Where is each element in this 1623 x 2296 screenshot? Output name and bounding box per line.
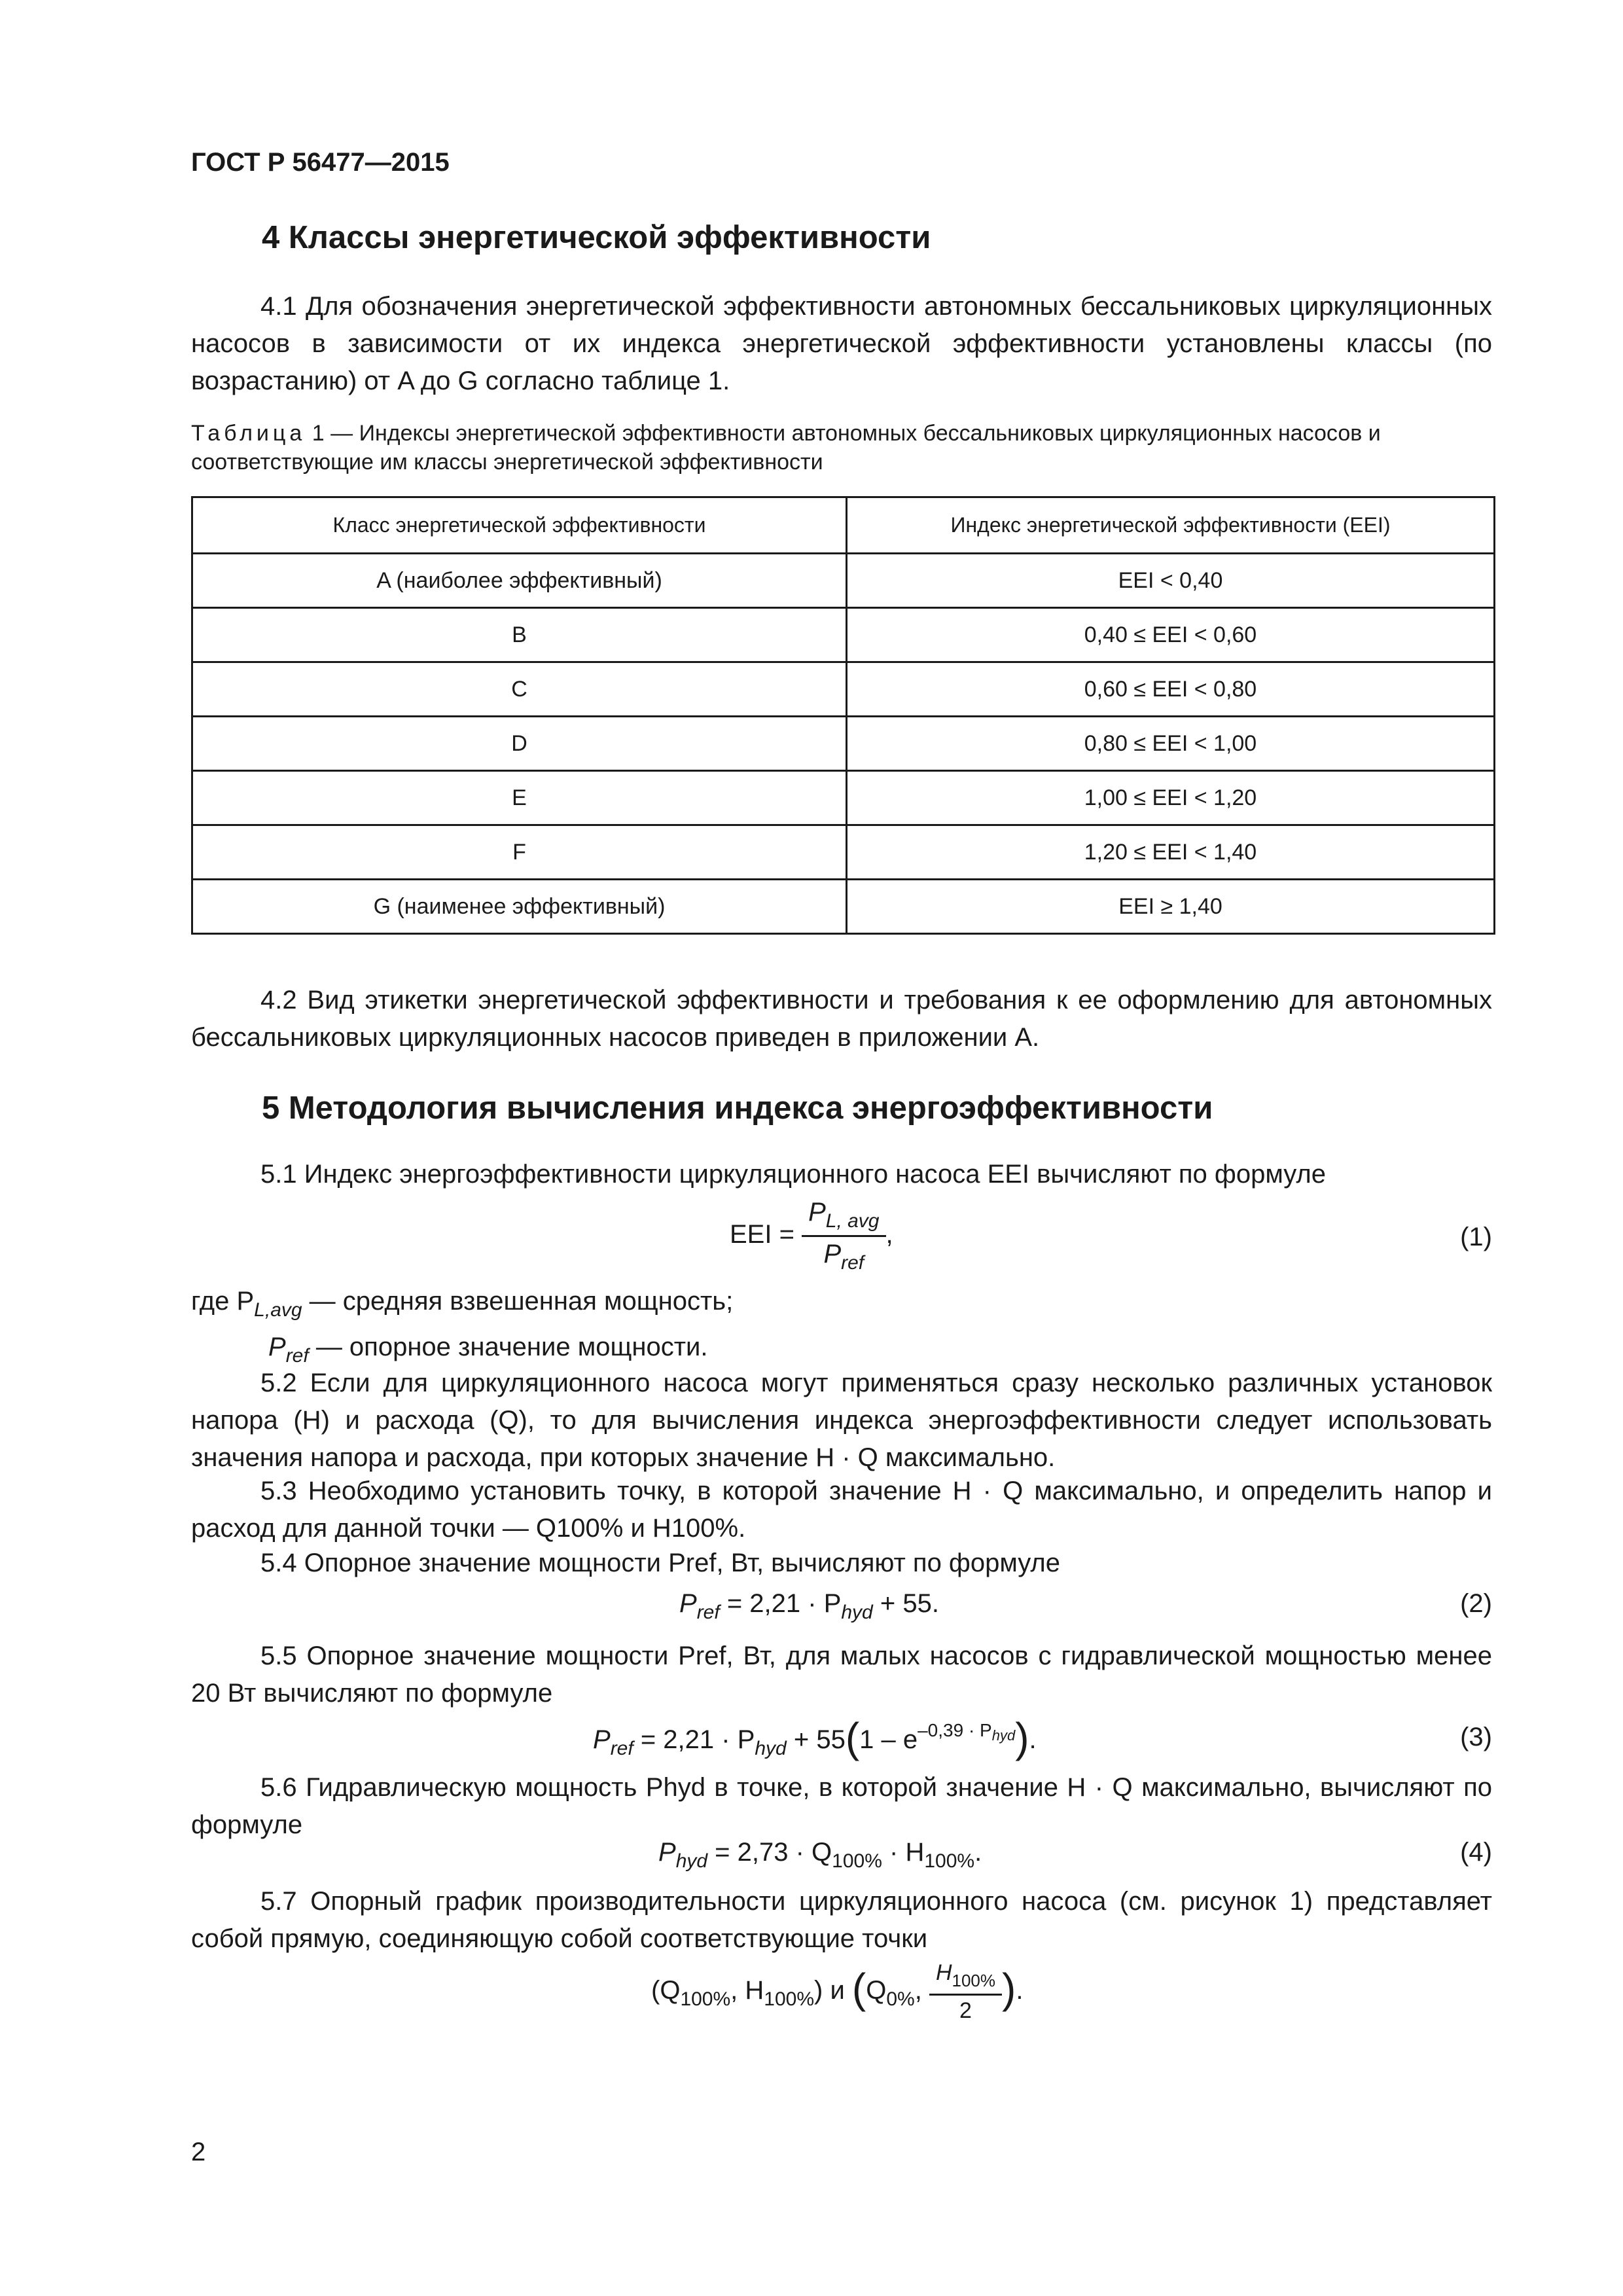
paragraph-5-5: 5.5 Опорное значение мощности Pref, Вт, для малых насосов с гидравлической мощностью менее 20 Вт вычисляют по формуле xyxy=(191,1641,1492,1708)
formula-4: $P_{hyd} = 2,73 \cdot Q_{100\%} \cdot H_{100\%}$. xyxy=(658,1838,982,1872)
page-number: 2 xyxy=(191,2138,206,2166)
table-caption-label: Таблица xyxy=(191,421,306,446)
table-cell-class: B xyxy=(192,608,847,662)
table-cell-index: EEI < 0,40 xyxy=(847,554,1495,608)
points-fraction-denominator: 2 xyxy=(959,1998,972,2023)
table-header-index: Индекс энергетической эффективности (EEI) xyxy=(847,497,1495,554)
formula-1-fraction xyxy=(802,1198,885,1274)
table-row xyxy=(192,880,1495,934)
formula-2-body: = 2,21 · P xyxy=(719,1589,842,1618)
formula-1: EEI = $\frac{P_{L, avg}}{P_{ref}}$ , xyxy=(730,1198,893,1274)
formula-3-exponent: –0,39 · P xyxy=(918,1720,992,1740)
table-header-row xyxy=(192,497,1495,554)
where-line-1 xyxy=(191,1283,733,1329)
formula-4-body: = 2,73 · Q xyxy=(707,1838,832,1867)
table-cell-index: 0,60 ≤ EEI < 0,80 xyxy=(847,662,1495,717)
table-cell-index: 0,80 ≤ EEI < 1,00 xyxy=(847,717,1495,771)
formula-4-sub-1: 100% xyxy=(832,1850,882,1872)
points-h100: , H xyxy=(730,1976,764,2005)
formula-2: $P_{ref} = 2,21 \cdot P_{hyd} + 55$. xyxy=(679,1589,939,1623)
equation-number-1: (1) xyxy=(1460,1223,1492,1251)
formula-1-numerator: P xyxy=(808,1198,826,1227)
points-fraction-numerator: H xyxy=(935,1960,952,1985)
table-row xyxy=(192,662,1495,717)
points-q0: Q xyxy=(866,1976,887,2005)
section-5-title: 5 Методология вычисления индекса энергоэффективности xyxy=(262,1090,1213,1126)
formula-1-lhs: EEI = xyxy=(730,1220,794,1249)
table-cell-class: A (наиболее эффективный) xyxy=(192,554,847,608)
table-cell-class: E xyxy=(192,771,847,825)
paragraph-5-1: 5.1 Индекс энергоэффективности циркуляционного насоса EEI вычисляют по формуле xyxy=(260,1160,1326,1189)
table-caption xyxy=(191,419,1493,476)
paragraph-5-3: 5.3 Необходимо установить точку, в которой значение H · Q максимально, и определить напор и расход для данной точки — Q100% и H100%. xyxy=(191,1477,1492,1543)
table-cell-index: EEI ≥ 1,40 xyxy=(847,880,1495,934)
points-expression: ($Q_{100\%}$, $H_{100\%}$) и ($Q_{0\%}$, $\frac{H_{100\%}}{2}$ ). xyxy=(651,1960,1024,2023)
formula-3-mid: + 55 xyxy=(786,1725,846,1754)
formula-1-denominator-sub: ref xyxy=(841,1252,865,1274)
formula-2-tail: + 55. xyxy=(872,1589,939,1618)
where-line-1-sub: L,avg xyxy=(254,1299,302,1321)
table-row xyxy=(192,554,1495,608)
where-line-1-text: — средняя взвешенная мощность; xyxy=(302,1287,734,1316)
document-code: ГОСТ Р 56477—2015 xyxy=(191,148,450,177)
paragraph-5-4: 5.4 Опорное значение мощности Pref, Вт, вычисляют по формуле xyxy=(260,1549,1060,1577)
table-header-class: Класс энергетической эффективности xyxy=(192,497,847,554)
table-caption-text: 1 — Индексы энергетической эффективности автономных бессальниковых циркуляционных насосов и соответствующие им классы энергетической эффективности xyxy=(191,421,1381,475)
equation-number-3: (3) xyxy=(1460,1723,1492,1751)
table-cell-class: F xyxy=(192,825,847,880)
where-line-1-prefix: где P xyxy=(191,1287,255,1316)
section-4-title: 4 Классы энергетической эффективности xyxy=(262,220,931,255)
points-q100: (Q xyxy=(651,1976,681,2005)
table-cell-class: D xyxy=(192,717,847,771)
formula-3-exponent-sub: hyd xyxy=(991,1727,1016,1744)
points-and: ) и xyxy=(814,1976,852,2005)
table-row xyxy=(192,825,1495,880)
table-cell-index: 1,00 ≤ EEI < 1,20 xyxy=(847,771,1495,825)
paragraph-5-2: 5.2 Если для циркуляционного насоса могут применяться сразу несколько различных установок напора (H) и расхода (Q), то для вычисления индекса энергоэффективности следует использовать значения напора и расхода, при которых значение H · Q максимально. xyxy=(191,1369,1492,1472)
paragraph-4-2: 4.2 Вид этикетки энергетической эффективности и требования к ее оформлению для автономных бессальниковых циркуляционных насосов приведен в приложении А. xyxy=(191,986,1492,1052)
where-line-2-text: — опорное значение мощности. xyxy=(308,1333,708,1361)
formula-4-sub-2: 100% xyxy=(924,1850,975,1872)
points-h100-sub: 100% xyxy=(764,1988,815,2011)
formula-1-numerator-sub: L, avg xyxy=(825,1210,880,1232)
where-line-2: $P_{ref}$ — опорное значение мощности. xyxy=(268,1333,708,1367)
paragraph-5-7: 5.7 Опорный график производительности циркуляционного насоса (см. рисунок 1) представляет собой прямую, соединяющую собой соответствующие точки xyxy=(191,1887,1492,1953)
table-row xyxy=(192,771,1495,825)
where-line-2-sub: ref xyxy=(285,1345,309,1367)
table-row xyxy=(192,717,1495,771)
table-cell-class: G (наименее эффективный) xyxy=(192,880,847,934)
paragraph-4-1: 4.1 Для обозначения энергетической эффективности автономных бессальниковых циркуляционных насосов в зависимости от их индекса энергетической эффективности установлены классы (по возрастанию) от A до G согласно таблице 1. xyxy=(191,292,1492,395)
equation-number-4: (4) xyxy=(1460,1838,1492,1867)
table-cell-index: 1,20 ≤ EEI < 1,40 xyxy=(847,825,1495,880)
table-cell-index: 0,40 ≤ EEI < 0,60 xyxy=(847,608,1495,662)
formula-4-dot: · H xyxy=(882,1838,925,1867)
formula-1-denominator: P xyxy=(823,1240,842,1268)
formula-3: $P_{ref} = 2,21 \cdot P_{hyd} + 55(1 - e^{-0,39 \cdot P_{hyd}})$. xyxy=(593,1714,1037,1761)
points-fraction-numerator-sub: 100% xyxy=(952,1971,996,1990)
table-cell-class: C xyxy=(192,662,847,717)
points-q0-sub: 0% xyxy=(886,1988,915,2011)
where-block xyxy=(191,1283,733,1374)
paragraph-5-6: 5.6 Гидравлическую мощность Phyd в точке, в которой значение H · Q максимально, вычисляют по формуле xyxy=(191,1773,1492,1839)
energy-class-table xyxy=(191,496,1495,935)
table-row xyxy=(192,608,1495,662)
points-q100-sub: 100% xyxy=(680,1988,731,2011)
formula-3-body: = 2,21 · P xyxy=(633,1725,755,1754)
points-fraction xyxy=(929,1960,1002,2024)
equation-number-2: (2) xyxy=(1460,1589,1492,1618)
formula-3-inner: 1 – e xyxy=(859,1725,918,1754)
